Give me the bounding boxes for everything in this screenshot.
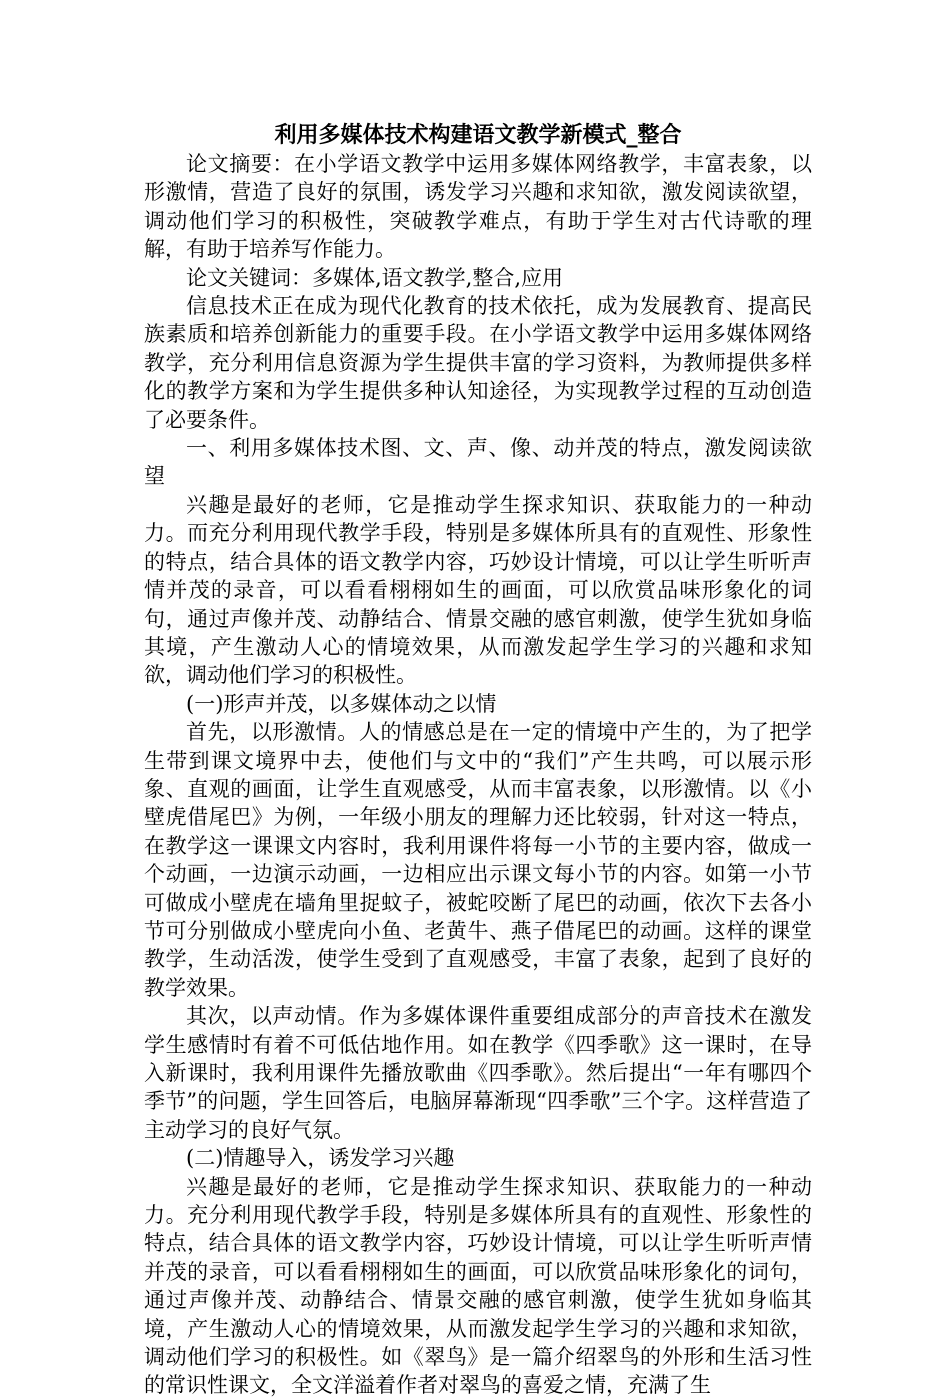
section-heading-1: 一、利用多媒体技术图、文、声、像、动并茂的特点，激发阅读欲望 bbox=[144, 436, 812, 489]
subsection-heading-1: (一)形声并茂，以多媒体动之以情 bbox=[186, 691, 497, 716]
paragraph-form-emotion: 首先，以形激情。人的情感总是在一定的情境中产生的，为了把学生带到课文境界中去，使他们与文中的“我们”产生共鸣，可以展示形象、直观的画面，让学生直观感受，从而丰富表象，以形激情。以《小壁虎借尾巴》为例，一年级小朋友的理解力还比较弱，针对这一特点，在教学这一课课文内容时，我利用课件将每一小节的主要内容，做成一个动画，一边演示动画，一边相应出示课文每小节的内容。如第一小节可做成小壁虎在墙角里捉蚊子，被蛇咬断了尾巴的动画，依次下去各小节可分别做成小壁虎向小鱼、老黄牛、燕子借尾巴的动画。这样的课堂教学，生动活泼，使学生受到了直观感受，丰富了表象，起到了良好的教学效果。 bbox=[144, 720, 812, 1000]
paragraph-interest-intro: 兴趣是最好的老师，它是推动学生探求知识、获取能力的一种动力。充分利用现代教学手段，特别是多媒体所具有的直观性、形象性的特点，结合具体的语文教学内容，巧妙设计情境，可以让学生听听声情并茂的录音，可以看看栩栩如生的画面，可以欣赏品味形象化的词句，通过声像并茂、动静结合、情景交融的感官刺激，使学生犹如身临其境，产生激动人心的情境效果，从而激发起学生学习的兴趣和求知欲，调动他们学习的积极性。如《翠鸟》是一篇介绍翠鸟的外形和生活习性的常识性课文，全文洋溢着作者对翠鸟的喜爱之情，充满了生 bbox=[144, 1174, 812, 1398]
paragraph-sound-emotion: 其次，以声动情。作为多媒体课件重要组成部分的声音技术在激发学生感情时有着不可低估地作用。如在教学《四季歌》这一课时，在导入新课时，我利用课件先播放歌曲《四季歌》。然后提出“一年有哪四个季节”的问题，学生回答后，电脑屏幕渐现“四季歌”三个字。这样营造了主动学习的良好气氛。 bbox=[144, 1004, 812, 1142]
paragraph-intro: 信息技术正在成为现代化教育的技术依托，成为发展教育、提高民族素质和培养创新能力的重要手段。在小学语文教学中运用多媒体网络教学，充分利用信息资源为学生提供丰富的学习资料，为教师提供多样化的教学方案和为学生提供多种认知途径，为实现教学过程的互动创造了必要条件。 bbox=[144, 294, 812, 432]
paragraph-abstract: 论文摘要：在小学语文教学中运用多媒体网络教学，丰富表象，以形激情，营造了良好的氛围，诱发学习兴趣和求知欲，激发阅读欲望，调动他们学习的积极性，突破教学难点，有助于学生对古代诗歌的理解，有助于培养写作能力。 bbox=[144, 152, 812, 262]
paragraph-keywords: 论文关键词：多媒体,语文教学,整合,应用 bbox=[186, 265, 564, 290]
subsection-heading-2: (二)情趣导入，诱发学习兴趣 bbox=[186, 1146, 455, 1171]
document-title: 利用多媒体技术构建语文教学新模式_整合 bbox=[274, 122, 682, 148]
paragraph-interest: 兴趣是最好的老师，它是推动学生探求知识、获取能力的一种动力。而充分利用现代教学手段，特别是多媒体所具有的直观性、形象性的特点，结合具体的语文教学内容，巧妙设计情境，可以让学生听听声情并茂的录音，可以看看栩栩如生的画面，可以欣赏品味形象化的词句，通过声像并茂、动静结合、情景交融的感官刺激，使学生犹如身临其境，产生激动人心的情境效果，从而激发起学生学习的兴趣和求知欲，调动他们学习的积极性。 bbox=[144, 492, 812, 688]
document-body bbox=[144, 121, 812, 1400]
